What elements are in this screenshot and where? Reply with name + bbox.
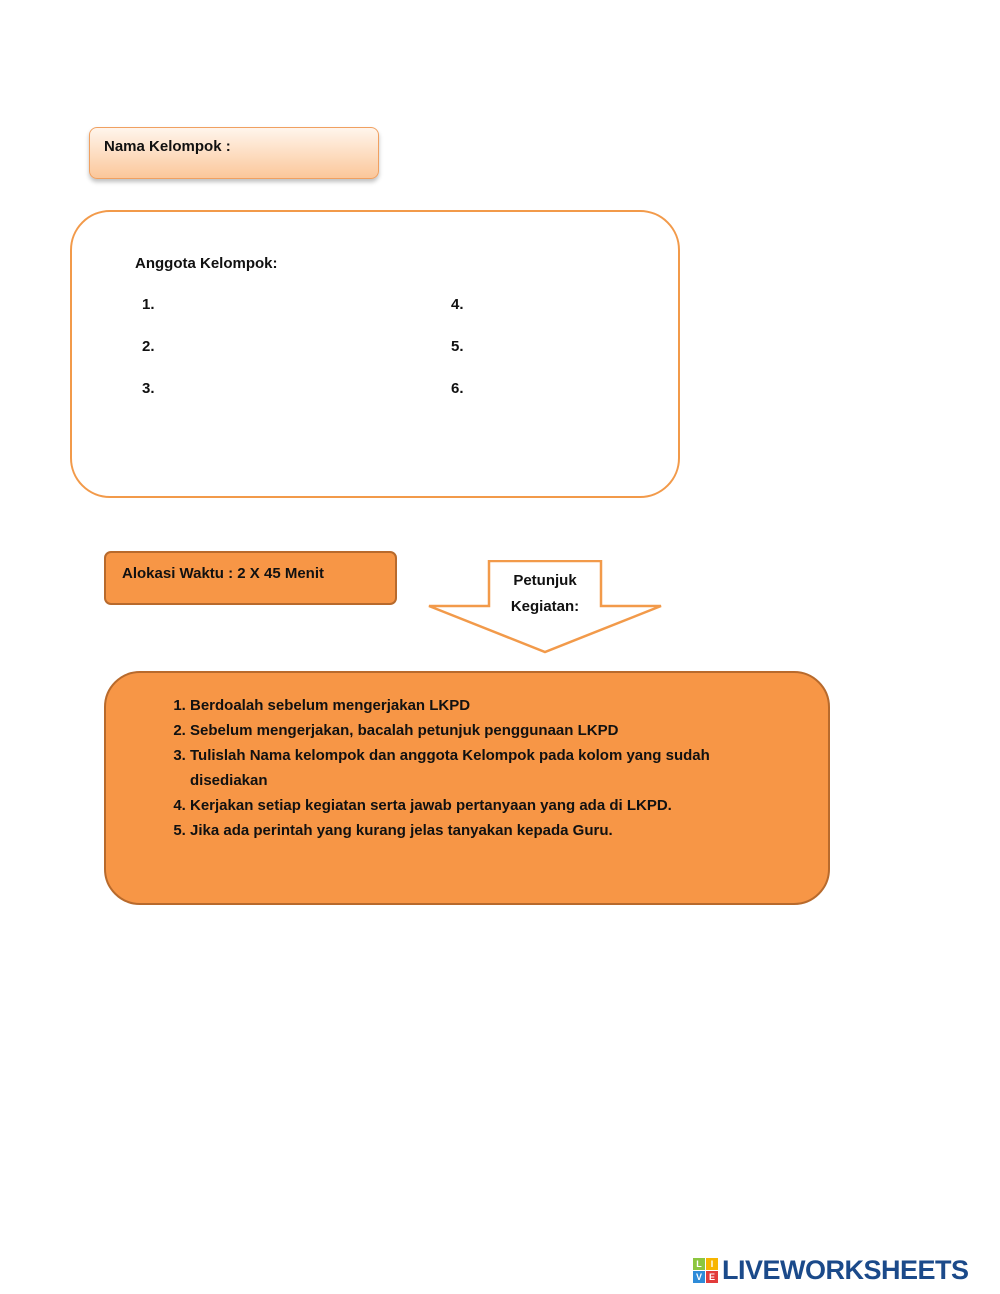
member-number: 2. xyxy=(142,338,155,355)
logo-letter: V xyxy=(693,1271,705,1283)
logo-letter: E xyxy=(706,1271,718,1283)
heading-line: Petunjuk xyxy=(513,572,577,589)
member-number: 4. xyxy=(451,296,464,313)
instructions-heading xyxy=(490,568,600,620)
logo-letter: L xyxy=(693,1258,705,1270)
instruction-item: 1. Berdoalah sebelum mengerjakan LKPD xyxy=(190,693,790,718)
group-name-label: Nama Kelompok : xyxy=(104,138,231,155)
instruction-item: 3. Tulislah Nama kelompok dan anggota Kelompok pada kolom yang sudah disediakan xyxy=(190,743,790,793)
time-allocation-text: Alokasi Waktu : 2 X 45 Menit xyxy=(122,565,324,582)
members-title: Anggota Kelompok: xyxy=(135,255,278,272)
instructions-box xyxy=(104,671,830,905)
logo-icon xyxy=(693,1258,718,1283)
logo-text: LIVEWORKSHEETS xyxy=(722,1255,969,1285)
member-number: 6. xyxy=(451,380,464,397)
instruction-item: 4. Kerjakan setiap kegiatan serta jawab pertanyaan yang ada di LKPD. xyxy=(190,793,790,818)
heading-line: Kegiatan: xyxy=(510,598,580,615)
instruction-item: 5. Jika ada perintah yang kurang jelas tanyakan kepada Guru. xyxy=(190,818,790,843)
logo-letter: I xyxy=(706,1258,718,1270)
members-box xyxy=(70,210,680,498)
member-number: 1. xyxy=(142,296,155,313)
group-name-box[interactable] xyxy=(89,127,379,179)
instruction-item: 2. Sebelum mengerjakan, bacalah petunjuk penggunaan LKPD xyxy=(190,718,790,743)
liveworksheets-logo xyxy=(693,1255,969,1286)
time-allocation-box xyxy=(104,551,397,605)
member-number: 3. xyxy=(142,380,155,397)
member-number: 5. xyxy=(451,338,464,355)
